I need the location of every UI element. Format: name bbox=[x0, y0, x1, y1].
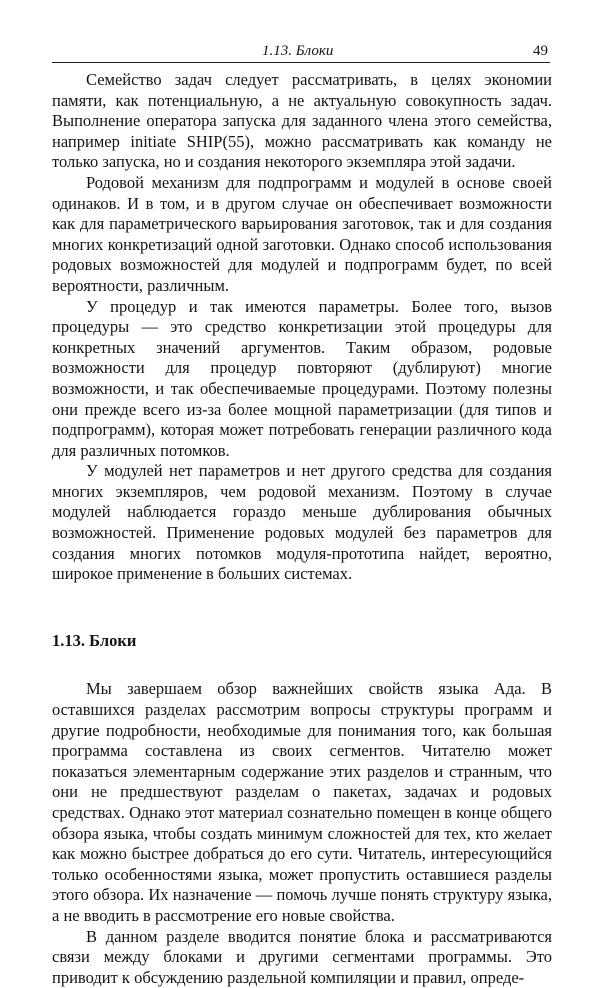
page-number: 49 bbox=[533, 43, 548, 59]
paragraph: В данном разделе вводится понятие блока и рассматриваются связи между блоками и другими сегментами программы. Это приводит к обсуждению раздельной компиляции и правил, опреде- bbox=[52, 926, 552, 987]
page-body bbox=[52, 70, 552, 988]
section-heading: 1.13. Блоки bbox=[52, 630, 137, 650]
paragraph: Родовой механизм для подпрограмм и модулей в основе своей одинаков. И в том, и в другом случае он обеспечивает возможности как для параметрического варьирования заготовок, так и для создания многих конкретизаций одной заготовки. Однако способ использования родовых возможностей для модулей и подпрограмм будет, по всей вероятности, различным. bbox=[52, 172, 552, 295]
running-title: 1.13. Блоки bbox=[262, 43, 334, 59]
running-header bbox=[52, 40, 550, 63]
paragraph: Мы завершаем обзор важнейших свойств языка Ада. В оставшихся разделах рассмотрим вопросы структуры программ и другие подробности, необходимые для понимания того, как большая программа составлена из своих сегментов. Читателю может показаться элементарным содержание этих разделов и странным, что они не предшествуют разделам о пакетах, задачах и родовых средствах. Однако этот материал сознательно помещен в конце общего обзора языка, чтобы создать минимум сложностей для тех, кто желает как можно быстрее добраться до его сути. Читатель, интересующийся только особенностями языка, может пропустить оставшиеся разделы этого обзора. Их назначение — помочь лучше понять структуру языка, а не вводить в рассмотрение его новые свойства. bbox=[52, 679, 552, 925]
paragraph: Семейство задач следует рассматривать, в целях экономии памяти, как потенциальную, а не актуальную совокупность задач. Выполнение оператора запуска для заданного члена этого семейства, например initiate SHIP(55), можно рассматривать как команду не только запуска, но и создания некоторого экземпляра этой задачи. bbox=[52, 70, 552, 172]
paragraph: У модулей нет параметров и нет другого средства для создания многих экземпляров, чем родовой механизм. Поэтому в случае модулей наблюдается гораздо меньше дублирования обычных возможностей. Применение родовых модулей без параметров для создания многих потомков модуля-прототипа найдет, вероятно, широкое применение в больших системах. bbox=[52, 461, 552, 584]
paragraph: У процедур и так имеются параметры. Более того, вызов процедуры — это средство конкретизации этой процедуры для конкретных значений аргументов. Таким образом, родовые возможности для процедур повторяют (дублируют) многие возможности, и так обеспечиваемые процедурами. Поэтому полезны они прежде всего из-за более мощной параметризации (для типов и подпрограмм), которая может потребовать генерации различного кода для различных потомков. bbox=[52, 296, 552, 460]
